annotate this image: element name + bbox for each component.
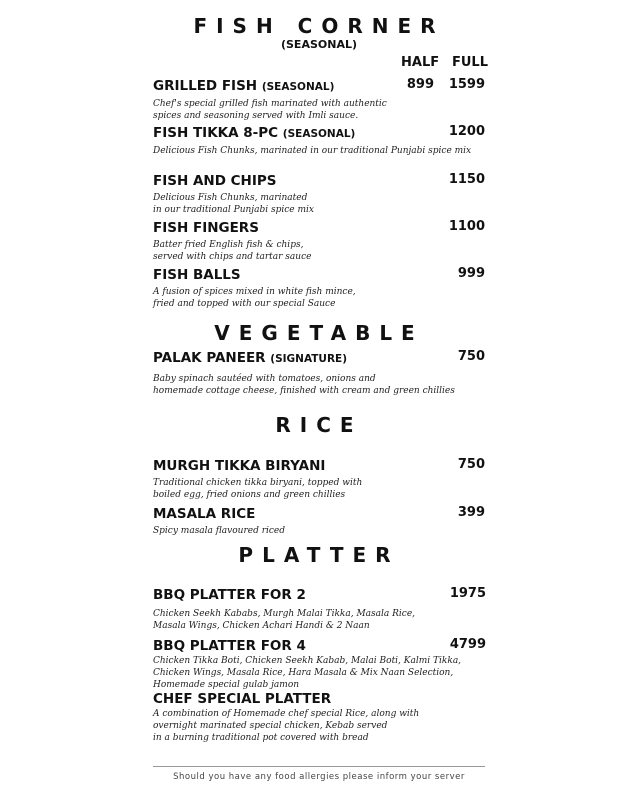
section-title-rice: RICE (275, 413, 363, 437)
footer-divider (153, 766, 485, 767)
item-name: BBQ PLATTER FOR 2 (153, 587, 306, 603)
item-description: A fusion of spices mixed in white fish mince, fried and topped with our special Sauce (153, 287, 356, 309)
item-name: MASALA RICE (153, 506, 256, 522)
item-description: Chicken Seekh Kababs, Murgh Malai Tikka, Masala Rice, Masala Wings, Chicken Achari Handi & 2 Naan (153, 609, 416, 631)
item-price-full: 4799 (449, 637, 486, 652)
section-title-vegetable: VEGETABLE (214, 321, 424, 345)
section-subtitle-seasonal: (SEASONAL) (280, 38, 357, 51)
item-name: BBQ PLATTER FOR 4 (153, 638, 306, 654)
item-description: Delicious Fish Chunks, marinated in our traditional Punjabi spice mix (153, 146, 472, 156)
item-price-full: 1975 (449, 586, 486, 601)
item-price-full: 750 (457, 457, 485, 472)
item-tag: (SEASONAL) (282, 128, 356, 140)
item-description: Spicy masala flavoured riced (153, 526, 286, 536)
item-price-full: 750 (457, 349, 485, 364)
item-name: FISH BALLS (153, 267, 241, 283)
item-name: CHEF SPECIAL PLATTER (153, 691, 332, 707)
item-description: Batter fried English fish & chips, served with chips and tartar sauce (153, 240, 312, 262)
item-description: Traditional chicken tikka biryani, topped with boiled egg, fried onions and green chillies (153, 478, 363, 500)
menu-item (153, 690, 493, 744)
item-description: Chef's special grilled fish marinated with authentic spices and seasoning served with Imli sauce. (153, 99, 387, 121)
item-description: Baby spinach sautéed with tomatoes, onions and homemade cottage cheese, finished with cream and green chillies (153, 374, 455, 396)
item-name: PALAK PANEER (SIGNATURE) (153, 350, 347, 366)
item-price-full: 1599 (448, 77, 485, 92)
item-name: FISH FINGERS (153, 220, 259, 236)
column-header-half: HALF (401, 55, 440, 70)
item-description: A combination of Homemade chef special Rice, along with overnight marinated special chicken, Kebab served in a burning traditional pot covered with bread (153, 709, 420, 743)
item-price-full: 999 (457, 266, 485, 281)
item-tag: (SEASONAL) (261, 81, 335, 93)
item-price-full: 1150 (448, 172, 485, 187)
item-name: GRILLED FISH (SEASONAL) (153, 78, 335, 94)
section-title-fish-corner: FISH CORNER (193, 14, 445, 38)
item-price-full: 399 (457, 505, 485, 520)
item-name: FISH AND CHIPS (153, 173, 277, 189)
item-price-half: 899 (406, 77, 434, 92)
item-description: Chicken Tikka Boti, Chicken Seekh Kabab, Malai Boti, Kalmi Tikka, Chicken Wings, Masala Rice, Hara Masala & Mix Naan Selection, Homemade special gulab jamon (153, 656, 462, 690)
item-price-full: 1100 (448, 219, 485, 234)
item-tag: (SIGNATURE) (270, 353, 347, 365)
section-title-platter: PLATTER (238, 543, 400, 567)
column-header-full: FULL (452, 55, 489, 70)
item-price-full: 1200 (448, 124, 485, 139)
item-name: FISH TIKKA 8-PC (SEASONAL) (153, 125, 356, 141)
allergy-note: Should you have any food allergies please inform your server (173, 772, 465, 782)
item-description: Delicious Fish Chunks, marinated in our traditional Punjabi spice mix (153, 193, 314, 215)
item-name: MURGH TIKKA BIRYANI (153, 458, 326, 474)
